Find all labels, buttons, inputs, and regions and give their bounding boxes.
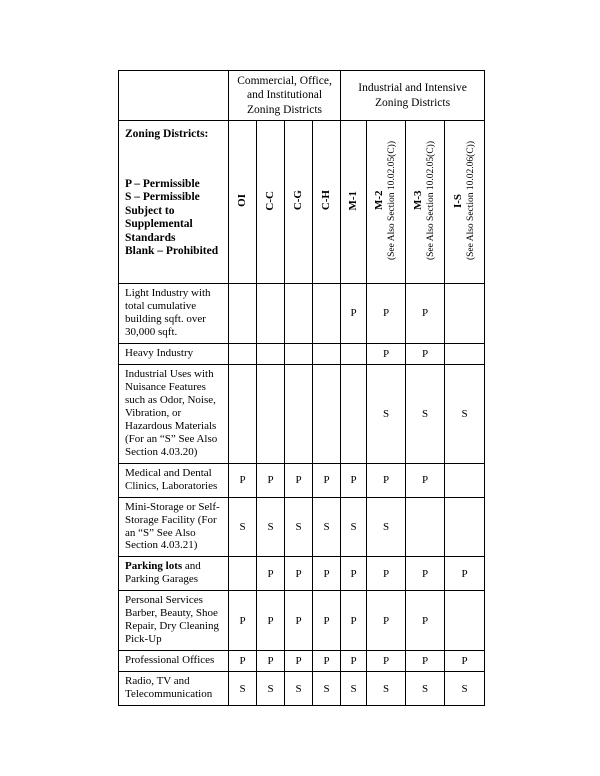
permission-cell-oi: P <box>229 591 257 651</box>
column-header-i-s <box>445 121 485 284</box>
permission-cell-i-s <box>445 284 485 344</box>
permission-cell-i-s <box>445 343 485 364</box>
permission-cell-m-1 <box>341 364 367 463</box>
permission-cell-c-g <box>285 364 313 463</box>
legend-line-supplemental: S – Permissible Subject to Supplemental Standards <box>125 191 200 244</box>
column-header-m-3 <box>406 121 445 284</box>
permission-cell-c-c: P <box>257 591 285 651</box>
district-code: M-1 <box>346 190 359 211</box>
permission-cell-m-3: P <box>406 284 445 344</box>
permission-cell-i-s: P <box>445 651 485 672</box>
permission-cell-c-g: S <box>285 497 313 557</box>
district-code: C-C <box>263 190 276 211</box>
use-label: Light Industry with total cumulative building sqft. over 30,000 sqft. <box>119 284 229 344</box>
use-row <box>119 672 485 706</box>
permission-cell-c-h <box>313 343 341 364</box>
use-label-bold: Parking lots <box>125 560 183 573</box>
permission-cell-c-h <box>313 284 341 344</box>
permission-cell-m-3: P <box>406 651 445 672</box>
permission-cell-m-2: S <box>367 497 406 557</box>
permission-cell-m-3: P <box>406 463 445 497</box>
use-row <box>119 591 485 651</box>
legend-line-permissible: P – Permissible <box>125 177 200 190</box>
column-header-m-1 <box>341 121 367 284</box>
use-label: Personal Services Barber, Beauty, Shoe Repair, Dry Cleaning Pick-Up <box>119 591 229 651</box>
permission-cell-m-1: P <box>341 463 367 497</box>
permission-cell-i-s <box>445 591 485 651</box>
permission-cell-m-3 <box>406 497 445 557</box>
permission-cell-c-c: P <box>257 557 285 591</box>
permission-cell-c-h: P <box>313 651 341 672</box>
district-code: C-H <box>319 190 332 211</box>
zoning-use-table <box>118 70 485 706</box>
permission-cell-oi: P <box>229 463 257 497</box>
use-label: Parking lots and Parking Garages <box>119 557 229 591</box>
use-label: Radio, TV and Telecommunication <box>119 672 229 706</box>
permission-cell-m-2: P <box>367 651 406 672</box>
permission-cell-c-c: S <box>257 497 285 557</box>
permission-cell-c-g <box>285 343 313 364</box>
permission-cell-i-s: S <box>445 672 485 706</box>
legend-cell <box>119 121 229 284</box>
permission-cell-c-g: P <box>285 591 313 651</box>
rotated-header-text <box>264 191 278 211</box>
use-label: Professional Offices <box>119 651 229 672</box>
group-header-commercial: Commercial, Office, and Institutional Zoning Districts <box>229 71 341 121</box>
rotated-header-text <box>347 191 361 211</box>
permission-cell-c-g: S <box>285 672 313 706</box>
permission-cell-m-2: S <box>367 672 406 706</box>
permission-cell-c-h: S <box>313 672 341 706</box>
corner-cell <box>119 71 229 121</box>
permission-cell-c-h: P <box>313 557 341 591</box>
permission-cell-m-1: S <box>341 672 367 706</box>
use-row <box>119 364 485 463</box>
legend-title: Zoning Districts: <box>125 128 209 140</box>
permission-cell-c-g <box>285 284 313 344</box>
column-header-c-g <box>285 121 313 284</box>
use-row <box>119 497 485 557</box>
district-code: M-3 <box>412 190 425 211</box>
permission-cell-m-1: P <box>341 284 367 344</box>
use-label: Mini-Storage or Self-Storage Facility (For an “S” See Also Section 4.03.21) <box>119 497 229 557</box>
permission-cell-m-2: P <box>367 591 406 651</box>
group-header-row <box>119 71 485 121</box>
permission-cell-m-2: P <box>367 284 406 344</box>
use-label: Heavy Industry <box>119 343 229 364</box>
permission-cell-c-h: S <box>313 497 341 557</box>
group-header-industrial: Industrial and Intensive Zoning Districts <box>341 71 485 121</box>
use-label: Industrial Uses with Nuisance Features such as Odor, Noise, Vibration, or Hazardous Materials (For an “S” See Also Section 4.03.20) <box>119 364 229 463</box>
permission-cell-m-3: S <box>406 672 445 706</box>
permission-cell-i-s <box>445 463 485 497</box>
use-row <box>119 557 485 591</box>
permission-cell-c-c: P <box>257 651 285 672</box>
column-header-c-c <box>257 121 285 284</box>
column-header-oi <box>229 121 257 284</box>
use-row <box>119 284 485 344</box>
district-note: (See Also Section 10.02.05(C)) <box>425 140 436 260</box>
permission-cell-m-1: P <box>341 591 367 651</box>
permission-cell-c-h <box>313 364 341 463</box>
permission-cell-m-1: P <box>341 557 367 591</box>
permission-cell-c-g: P <box>285 651 313 672</box>
district-code: M-2 <box>373 190 386 211</box>
permission-cell-m-3: P <box>406 591 445 651</box>
permission-cell-m-3: P <box>406 343 445 364</box>
permission-cell-oi <box>229 364 257 463</box>
use-row <box>119 343 485 364</box>
permission-cell-oi: S <box>229 672 257 706</box>
permission-cell-m-2: S <box>367 364 406 463</box>
permission-cell-c-c <box>257 364 285 463</box>
district-note: (See Also Section 10.02.05(C)) <box>386 140 397 260</box>
use-row <box>119 651 485 672</box>
permission-cell-m-3: S <box>406 364 445 463</box>
legend-line-prohibited: Blank – Prohibited <box>125 245 219 258</box>
permission-cell-m-2: P <box>367 557 406 591</box>
permission-cell-c-c <box>257 343 285 364</box>
district-note: (See Also Section 10.02.06(C)) <box>465 140 476 260</box>
district-code: C-G <box>291 190 304 211</box>
district-code: I-S <box>451 193 464 208</box>
permission-cell-m-1 <box>341 343 367 364</box>
rotated-header-text <box>320 190 334 210</box>
permission-cell-i-s <box>445 497 485 557</box>
permission-cell-c-h: P <box>313 591 341 651</box>
rotated-header-text <box>452 141 478 260</box>
permission-cell-m-1: P <box>341 651 367 672</box>
permission-cell-c-h: P <box>313 463 341 497</box>
permission-cell-m-2: P <box>367 343 406 364</box>
column-header-row <box>119 121 485 284</box>
column-header-c-h <box>313 121 341 284</box>
permission-cell-m-3: P <box>406 557 445 591</box>
use-label: Medical and Dental Clinics, Laboratories <box>119 463 229 497</box>
permission-cell-oi <box>229 343 257 364</box>
permission-cell-oi: S <box>229 497 257 557</box>
district-code: OI <box>235 194 248 207</box>
rotated-header-text <box>373 141 399 260</box>
permission-cell-oi <box>229 557 257 591</box>
rotated-header-text <box>292 190 306 210</box>
permission-cell-c-c: S <box>257 672 285 706</box>
use-row <box>119 463 485 497</box>
permission-cell-c-g: P <box>285 463 313 497</box>
column-header-m-2 <box>367 121 406 284</box>
permission-cell-c-c: P <box>257 463 285 497</box>
permission-cell-i-s: S <box>445 364 485 463</box>
permission-cell-oi: P <box>229 651 257 672</box>
rotated-header-text <box>236 194 250 207</box>
permission-cell-m-1: S <box>341 497 367 557</box>
permission-cell-c-c <box>257 284 285 344</box>
rotated-header-text <box>412 141 438 260</box>
permission-cell-c-g: P <box>285 557 313 591</box>
permission-cell-oi <box>229 284 257 344</box>
permission-cell-m-2: P <box>367 463 406 497</box>
permission-cell-i-s: P <box>445 557 485 591</box>
